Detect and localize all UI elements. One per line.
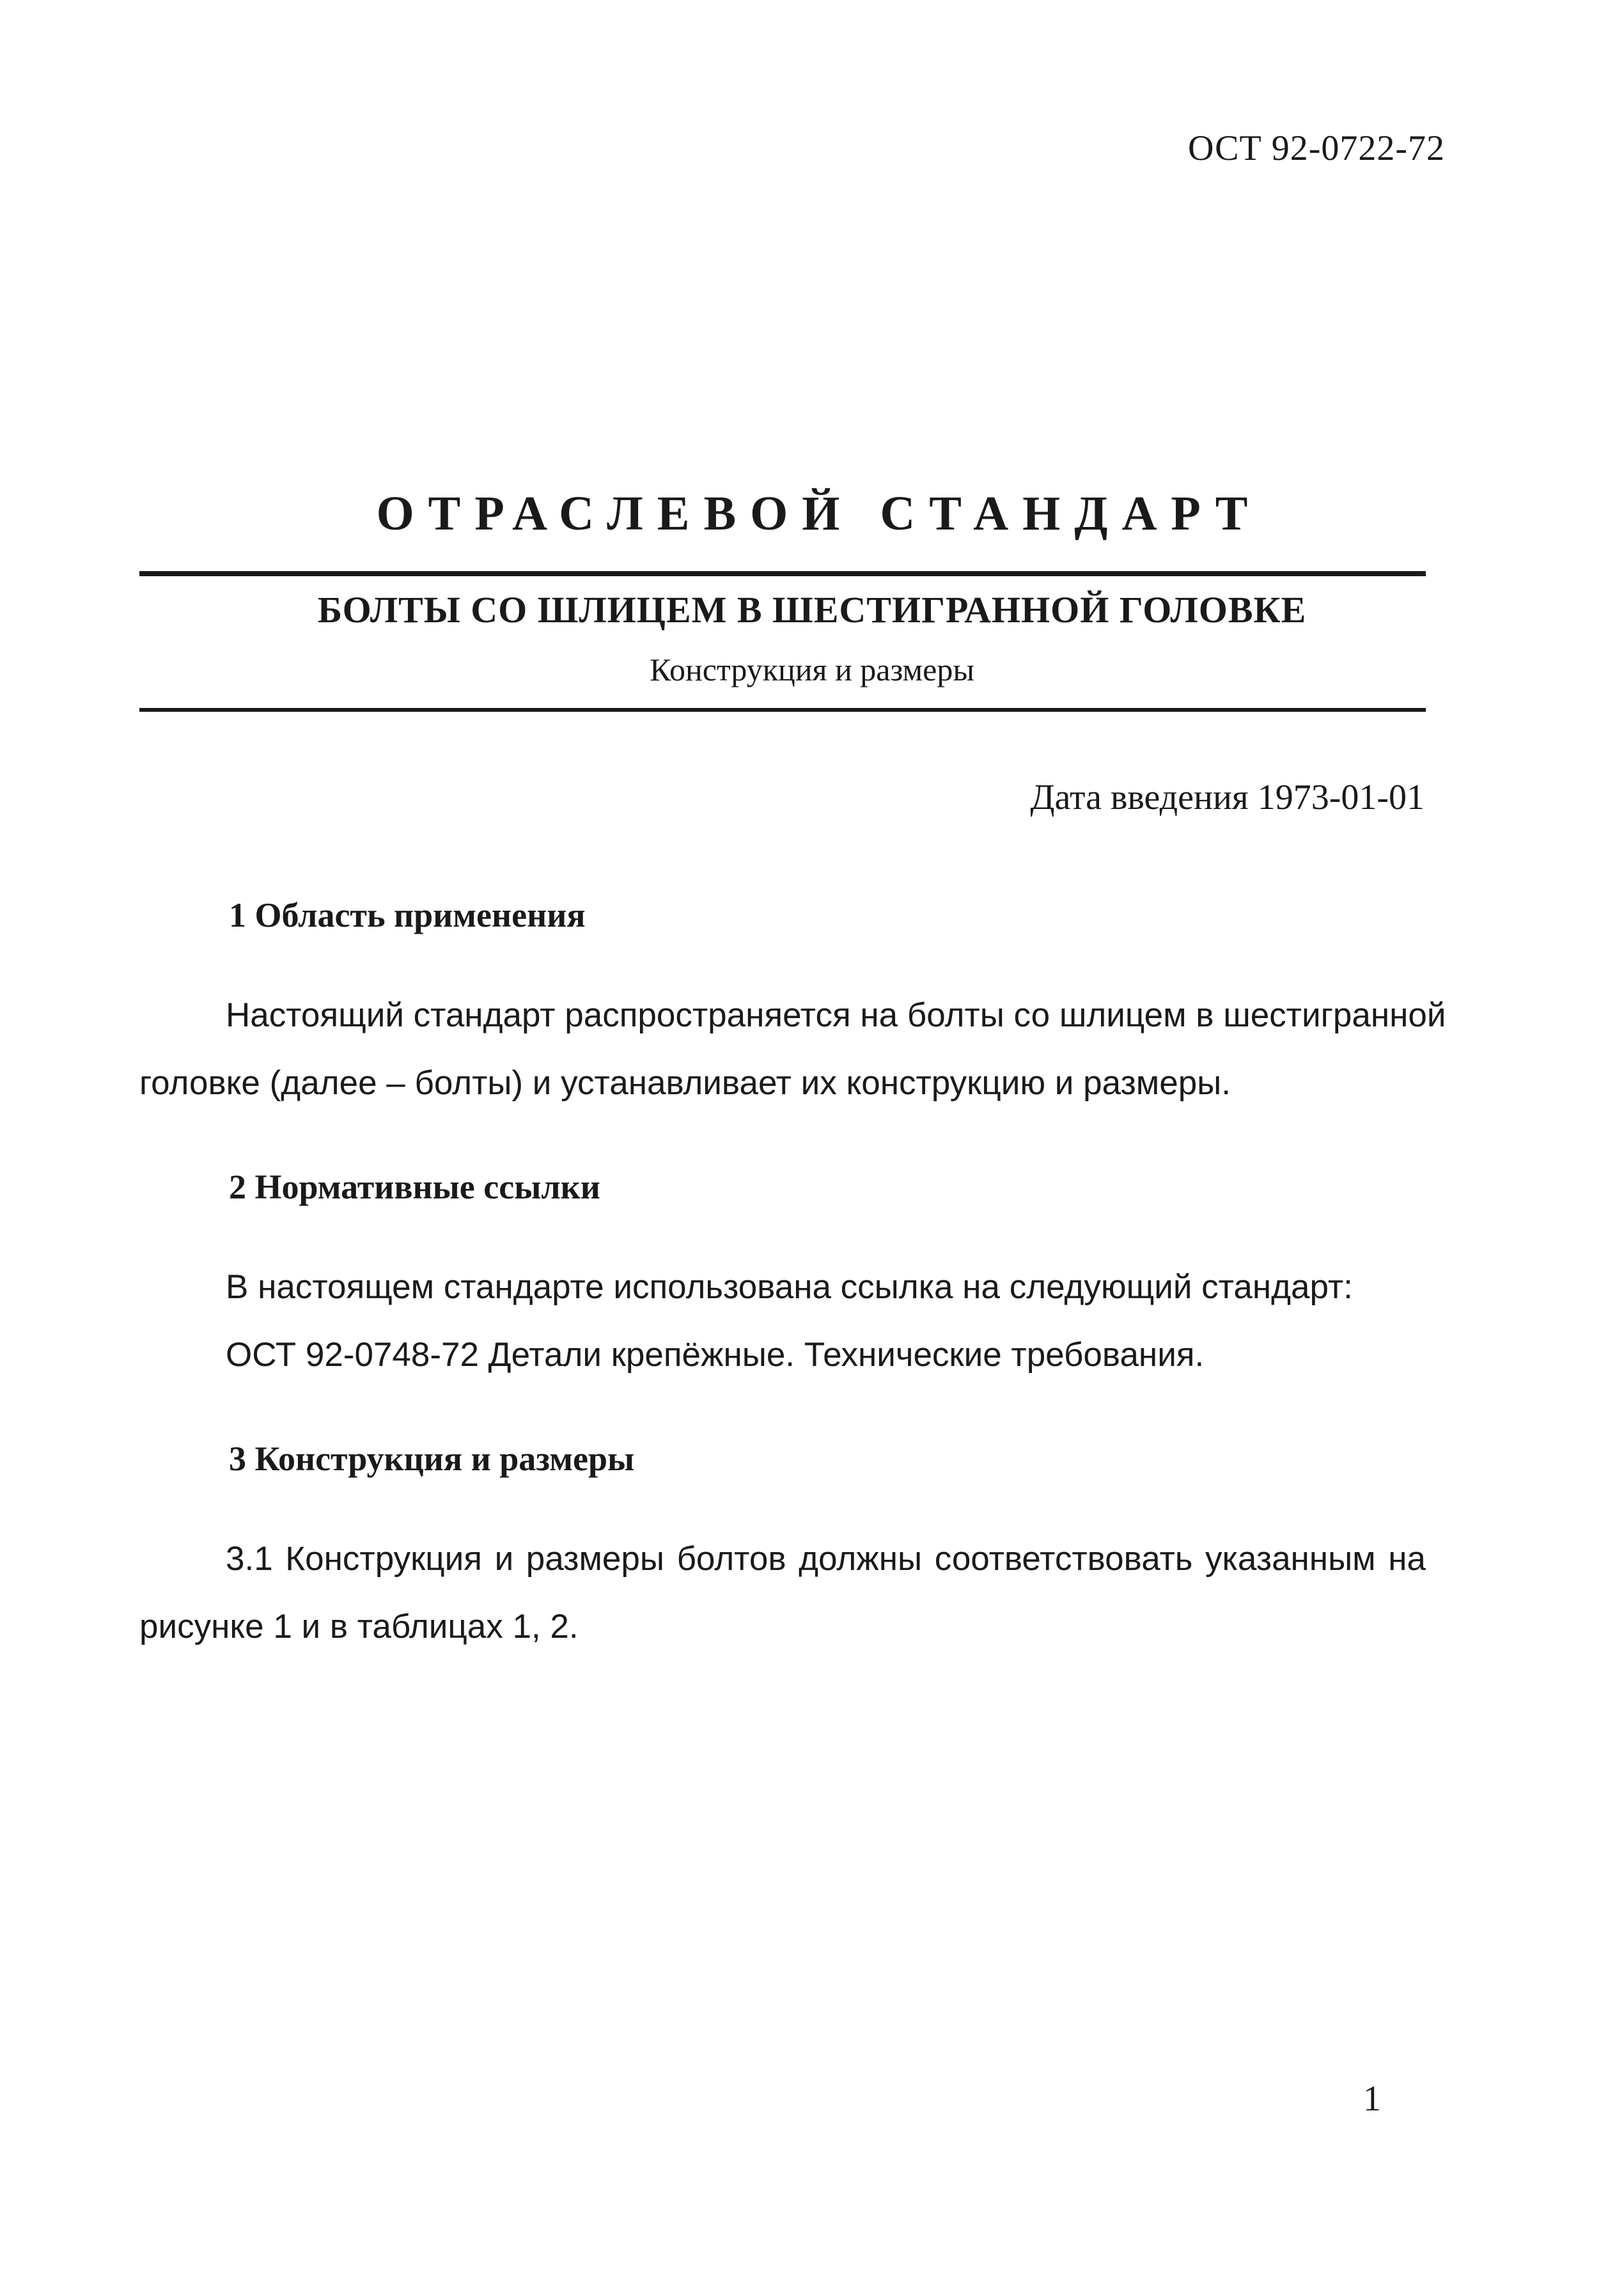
paragraph-line: ОСТ 92-0748-72 Детали крепёжные. Технические требования. <box>226 1336 1205 1374</box>
standard-type-heading: ОТРАСЛЕВОЙ СТАНДАРТ <box>376 487 1262 540</box>
document-title: БОЛТЫ СО ШЛИЦЕМ В ШЕСТИГРАННОЙ ГОЛОВКЕ <box>317 589 1307 631</box>
paragraph-line: головке (далее – болты) и устанавливает их конструкцию и размеры. <box>139 1064 1231 1102</box>
introduction-date: Дата введения 1973-01-01 <box>1030 778 1425 817</box>
section-heading-normative-references: 2 Нормативные ссылки <box>229 1168 600 1206</box>
paragraph-line: В настоящем стандарте использована ссылка на следующий стандарт: <box>226 1268 1353 1306</box>
section-body-normative-references <box>139 1253 1437 1389</box>
paragraph-line: рисунке 1 и в таблицах 1, 2. <box>139 1608 579 1645</box>
section-heading-scope: 1 Область применения <box>229 896 586 934</box>
document-subtitle: Конструкция и размеры <box>650 652 974 687</box>
page-number: 1 <box>1363 2079 1381 2119</box>
title-bottom-rule <box>139 708 1426 712</box>
title-top-rule <box>139 571 1426 576</box>
paragraph-line: Настоящий стандарт распространяется на болты со шлицем в шестигранной <box>226 996 1446 1034</box>
document-code: ОСТ 92-0722-72 <box>1188 129 1445 168</box>
section-body-design-and-dimensions <box>139 1525 1437 1661</box>
section-body-scope <box>139 982 1446 1117</box>
paragraph-line: 3.1 Конструкция и размеры болтов должны соответствовать указанным на <box>226 1540 1426 1578</box>
section-heading-design-and-dimensions: 3 Конструкция и размеры <box>229 1440 635 1478</box>
